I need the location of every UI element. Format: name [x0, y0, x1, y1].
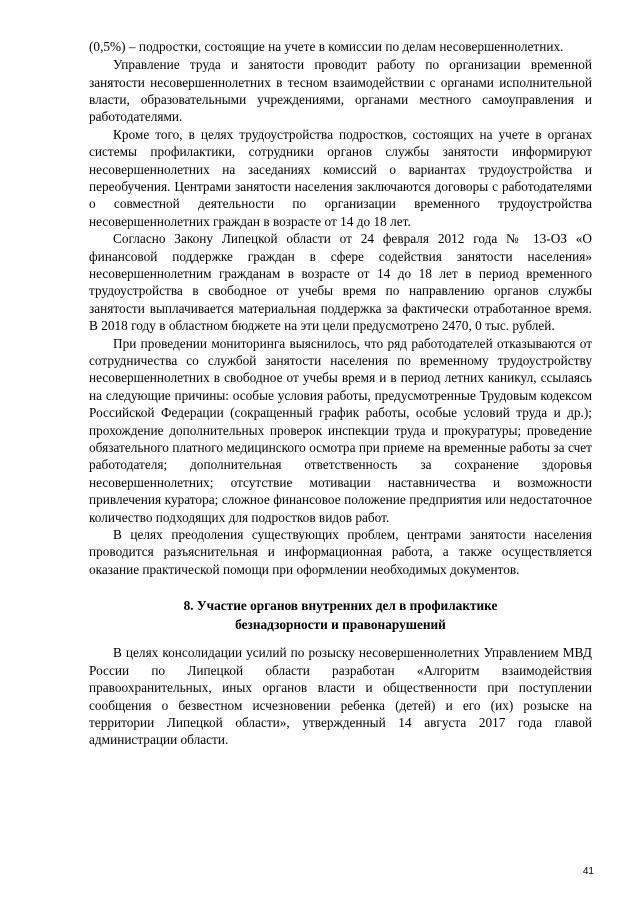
- section-heading-line-2: безнадзорности и правонарушений: [235, 616, 446, 632]
- paragraph-overcoming-problems: В целях преодоления существующих проблем, центрами занятости населения проводится разъяснительная и информационная работа, а также осуществляется оказание практической помощи при оформлении необходимых документов.: [89, 527, 592, 577]
- paragraph-prevention-system: Кроме того, в целях трудоустройства подростков, состоящих на учете в органах системы профилактики, сотрудники органов службы занятости информируют несовершеннолетних на заседаниях комиссий о вариантах трудоустройства и переобучения. Центрами занятости населения заключаются договоры с работодателями о совместной деятельности по организации временного трудоустройства несовершеннолетних граждан в возрасте от 14 до 18 лет.: [89, 126, 592, 229]
- paragraph-police-algorithm: В целях консолидации усилий по розыску несовершеннолетних Управлением МВД России по Липецкой области разработан «Алгоритм взаимодействия правоохранительных, иных органов власти и общественности при поступлении сообщения о безвестном исчезновении ребенка (детей) и его (их) розыске на территории Липецкой области», утвержденный 14 августа 2017 года главой администрации области.: [89, 645, 592, 748]
- paragraph-continuation: (0,5%) – подростки, состоящие на учете в комиссии по делам несовершеннолетних.: [89, 39, 564, 54]
- paragraph-regional-law: Согласно Закону Липецкой области от 24 февраля 2012 года № 13-ОЗ «О финансовой поддержке граждан в сфере содействия занятости населения» несовершеннолетним гражданам в возрасте от 14 до 18 лет в период временного трудоустройства в свободное от учебы время по направлению органов службы занятости выплачивается материальная поддержка за фактически отработанное время. В 2018 году в областном бюджете на эти цели предусмотрено 2470, 0 тыс. рублей.: [89, 231, 592, 334]
- paragraph-employment-office: Управление труда и занятости проводит работу по организации временной занятости несовершеннолетних в тесном взаимодействии с органами исполнительной власти, образовательными учреждениями, органами местного самоуправления и работодателями.: [89, 57, 592, 125]
- section-heading: [89, 597, 592, 634]
- paragraph-monitoring: При проведении мониторинга выяснилось, что ряд работодателей отказываются от сотрудничества со службой занятости населения по временному трудоустройству несовершеннолетних в свободное от учебы время и в период летних каникул, ссылаясь на следующие причины: особые условия работы, предусмотренные Трудовым кодексом Российской Федерации (сокращенный график работы, особые условий труда и др.); прохождение дополнительных проверок инспекции труда и прокуратуры; проведение обязательного платного медицинского осмотра при приеме на временные работы за счет работодателя; дополнительная ответственность за сохранение здоровья несовершеннолетних; отсутствие мотивации наставничества и возможности привлечения куратора; сложное финансовое положение предприятия или недостаточное количество подходящих для подростков видов работ.: [89, 335, 592, 525]
- document-page: [89, 38, 592, 749]
- section-heading-line-1: 8. Участие органов внутренних дел в профилактике: [183, 598, 498, 614]
- page-number: 41: [582, 866, 594, 877]
